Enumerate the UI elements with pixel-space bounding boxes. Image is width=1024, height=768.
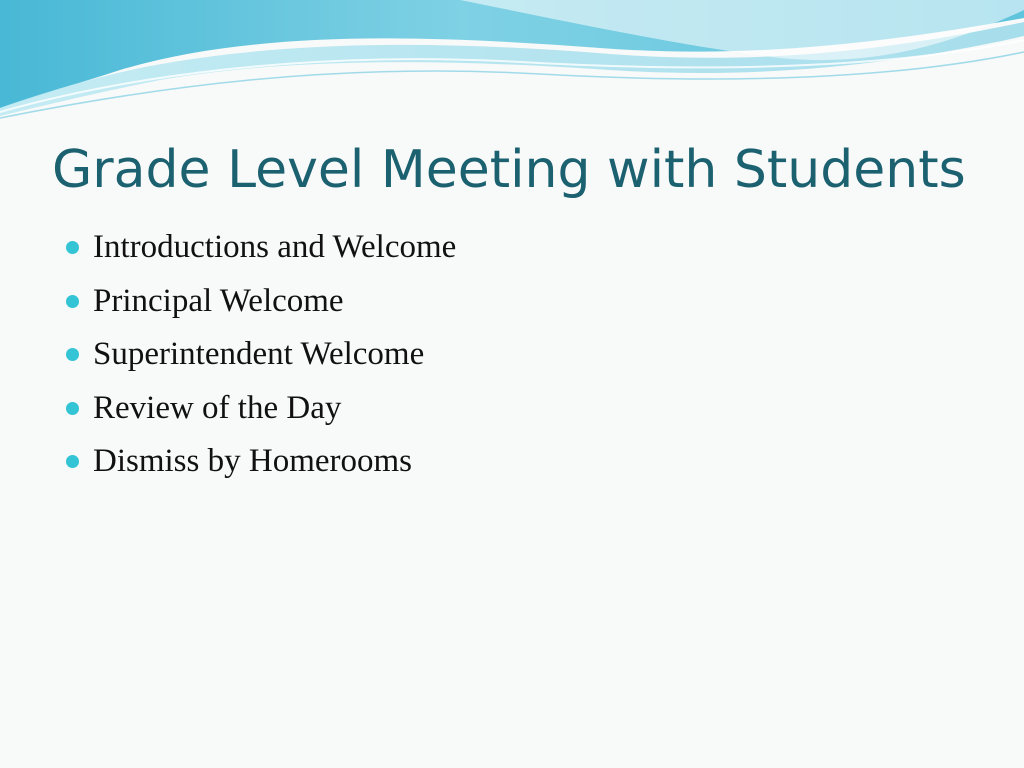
list-item — [66, 275, 966, 329]
bullet-text: Principal Welcome — [93, 282, 344, 319]
bullet-dot-icon — [66, 455, 79, 468]
bullet-dot-icon — [66, 295, 79, 308]
bullet-text: Superintendent Welcome — [93, 336, 425, 373]
bullet-text: Review of the Day — [93, 389, 342, 426]
bullet-text: Dismiss by Homerooms — [93, 443, 413, 480]
bullet-dot-icon — [66, 348, 79, 361]
decorative-wave-header — [0, 0, 1024, 130]
slide-title: Grade Level Meeting with Students — [52, 140, 966, 200]
list-item — [66, 328, 966, 382]
list-item — [66, 221, 966, 275]
list-item — [66, 382, 966, 436]
bullet-dot-icon — [66, 402, 79, 415]
list-item — [66, 435, 966, 489]
bullet-text: Introductions and Welcome — [93, 229, 457, 266]
bullet-list — [66, 221, 966, 489]
bullet-dot-icon — [66, 241, 79, 254]
